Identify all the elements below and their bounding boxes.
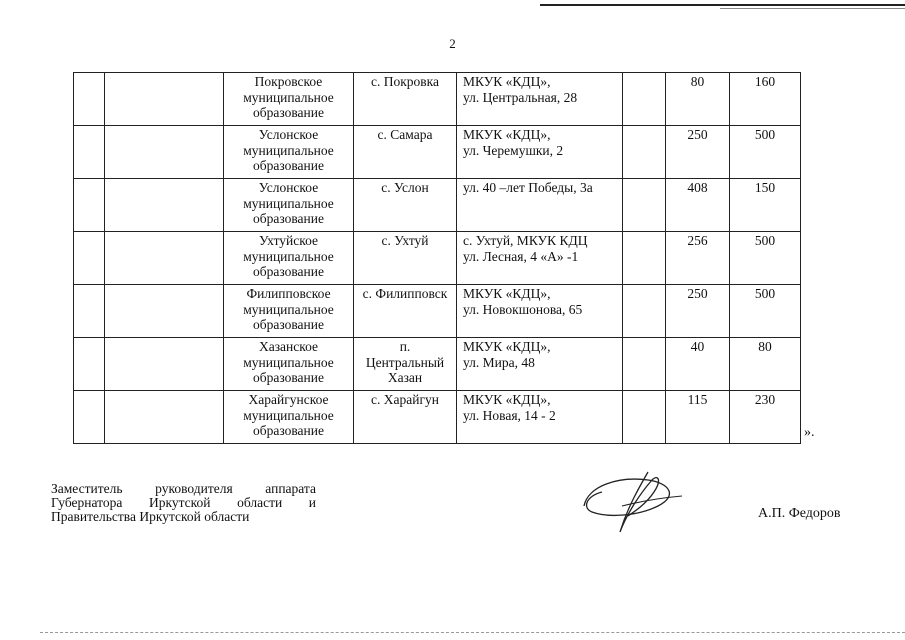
address-cell xyxy=(457,391,623,444)
address-line: МКУК «КДЦ», xyxy=(463,392,551,407)
empty-cell xyxy=(623,285,666,338)
empty-cell xyxy=(74,391,105,444)
municipality-line: муниципальное xyxy=(243,301,334,317)
municipality-cell xyxy=(224,232,354,285)
municipality-line: муниципальное xyxy=(243,195,334,211)
empty-cell xyxy=(74,232,105,285)
village-cell xyxy=(354,73,457,126)
signatory-position-line: Заместитель руководителя аппарата xyxy=(51,481,316,496)
address-line: МКУК «КДЦ», xyxy=(463,127,551,142)
village-line: с. Ухтуй xyxy=(381,233,429,248)
empty-cell xyxy=(74,73,105,126)
address-cell xyxy=(457,179,623,232)
municipality-line: образование xyxy=(253,317,324,332)
village-line: Хазан xyxy=(387,370,423,385)
table-row xyxy=(74,285,801,338)
address-cell xyxy=(457,73,623,126)
empty-cell xyxy=(623,338,666,391)
count-cell: 80 xyxy=(666,73,730,126)
empty-cell xyxy=(623,126,666,179)
address-line: МКУК «КДЦ», xyxy=(463,339,551,354)
municipality-line: муниципальное xyxy=(243,142,334,158)
capacity-cell: 230 xyxy=(730,391,801,444)
address-cell xyxy=(457,232,623,285)
municipality-cell xyxy=(224,391,354,444)
signatory-position xyxy=(51,482,316,524)
empty-cell xyxy=(623,179,666,232)
municipality-line: муниципальное xyxy=(243,89,334,105)
municipality-cell xyxy=(224,126,354,179)
municipality-cell xyxy=(224,338,354,391)
village-cell xyxy=(354,179,457,232)
municipality-line: Услонское xyxy=(258,127,319,142)
empty-cell xyxy=(74,179,105,232)
signatory-position-line: Губернатора Иркутской области и xyxy=(51,495,316,510)
count-cell: 40 xyxy=(666,338,730,391)
handwritten-signature-icon xyxy=(578,466,698,536)
count-cell: 250 xyxy=(666,126,730,179)
municipality-line: Филипповское xyxy=(246,286,331,301)
address-line: ул. Мира, 48 xyxy=(463,354,535,370)
closing-quote: ». xyxy=(804,425,815,440)
count-cell: 250 xyxy=(666,285,730,338)
count-cell: 256 xyxy=(666,232,730,285)
table-row xyxy=(74,126,801,179)
empty-cell xyxy=(623,232,666,285)
capacity-cell: 80 xyxy=(730,338,801,391)
village-line: с. Филипповск xyxy=(362,286,448,301)
table-row xyxy=(74,232,801,285)
municipality-line: образование xyxy=(253,423,324,438)
capacity-cell: 150 xyxy=(730,179,801,232)
address-line: ул. Новая, 14 - 2 xyxy=(463,407,556,423)
capacity-cell: 500 xyxy=(730,126,801,179)
municipality-line: муниципальное xyxy=(243,248,334,264)
empty-cell xyxy=(105,179,224,232)
address-line: МКУК «КДЦ», xyxy=(463,74,551,89)
municipality-line: образование xyxy=(253,264,324,279)
page-number: 2 xyxy=(449,36,456,51)
address-cell xyxy=(457,285,623,338)
municipality-line: образование xyxy=(253,158,324,173)
municipality-line: муниципальное xyxy=(243,354,334,370)
empty-cell xyxy=(105,73,224,126)
village-line: с. Услон xyxy=(381,180,429,195)
municipality-line: Ухтуйское xyxy=(258,233,319,248)
empty-cell xyxy=(74,126,105,179)
address-line: с. Ухтуй, МКУК КДЦ xyxy=(463,233,588,248)
village-cell xyxy=(354,285,457,338)
scan-edge-line xyxy=(720,8,905,9)
capacity-cell: 160 xyxy=(730,73,801,126)
address-line: ул. Центральная, 28 xyxy=(463,89,578,105)
village-cell xyxy=(354,126,457,179)
empty-cell xyxy=(105,338,224,391)
municipality-line: Услонское xyxy=(258,180,319,195)
capacity-cell: 500 xyxy=(730,232,801,285)
table-row xyxy=(74,338,801,391)
address-line: ул. 40 –лет Победы, 3а xyxy=(463,180,593,195)
address-cell xyxy=(457,338,623,391)
address-line: ул. Новокшонова, 65 xyxy=(463,301,583,317)
village-cell xyxy=(354,232,457,285)
empty-cell xyxy=(105,391,224,444)
count-cell: 408 xyxy=(666,179,730,232)
municipality-line: Покровское xyxy=(254,74,323,89)
signatory-name: А.П. Федоров xyxy=(758,506,841,521)
address-line: ул. Черемушки, 2 xyxy=(463,142,564,158)
empty-cell xyxy=(105,285,224,338)
municipality-line: образование xyxy=(253,105,324,120)
municipality-cell xyxy=(224,73,354,126)
signatory-position-line: Правительства Иркутской области xyxy=(51,509,250,524)
village-line: Центральный xyxy=(365,354,445,370)
village-line: с. Покровка xyxy=(370,74,440,89)
village-cell xyxy=(354,391,457,444)
village-line: п. xyxy=(399,339,411,354)
scan-edge-line xyxy=(40,632,905,633)
empty-cell xyxy=(105,232,224,285)
municipality-line: образование xyxy=(253,211,324,226)
table-row xyxy=(74,73,801,126)
capacity-cell: 500 xyxy=(730,285,801,338)
empty-cell xyxy=(105,126,224,179)
municipality-line: образование xyxy=(253,370,324,385)
municipality-cell xyxy=(224,285,354,338)
village-line: с. Харайгун xyxy=(371,392,439,407)
empty-cell xyxy=(623,391,666,444)
empty-cell xyxy=(74,285,105,338)
empty-cell xyxy=(74,338,105,391)
locations-table xyxy=(73,72,801,444)
municipality-line: муниципальное xyxy=(243,407,334,423)
address-line: ул. Лесная, 4 «А» -1 xyxy=(463,248,579,264)
municipality-line: Хазанское xyxy=(258,339,319,354)
village-line: с. Самара xyxy=(377,127,433,142)
table-row xyxy=(74,179,801,232)
address-cell xyxy=(457,126,623,179)
municipality-cell xyxy=(224,179,354,232)
table-row xyxy=(74,391,801,444)
empty-cell xyxy=(623,73,666,126)
municipality-line: Харайгунское xyxy=(248,392,329,407)
count-cell: 115 xyxy=(666,391,730,444)
village-cell xyxy=(354,338,457,391)
scan-edge-line xyxy=(540,4,905,6)
address-line: МКУК «КДЦ», xyxy=(463,286,551,301)
